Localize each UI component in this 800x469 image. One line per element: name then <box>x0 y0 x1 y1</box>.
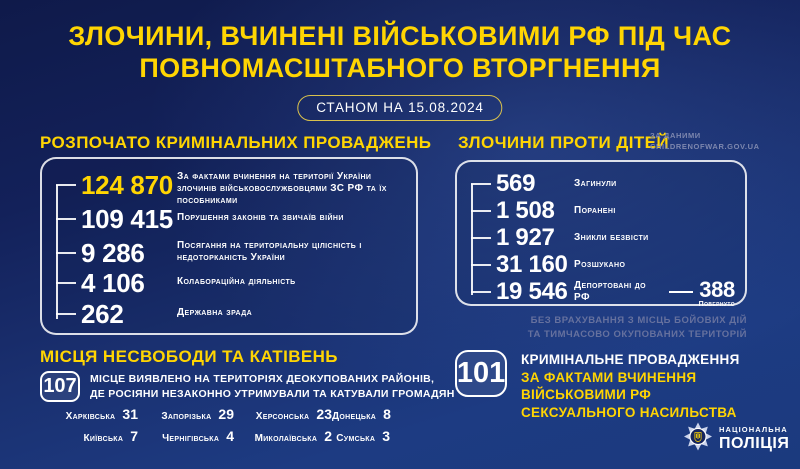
stat-label: Розшукано <box>574 259 626 270</box>
bracket-tick <box>471 291 491 293</box>
bracket-tick <box>56 252 76 254</box>
bracket-tick <box>471 237 491 239</box>
region-name: Херсонська <box>255 411 310 422</box>
stat-value: 9 286 <box>81 238 145 268</box>
region-name: Київська <box>83 433 124 444</box>
connector-dash <box>669 291 693 293</box>
bracket-tick <box>56 313 76 315</box>
region-name: Миколаївська <box>254 433 318 444</box>
region-name: Запорізька <box>161 411 212 422</box>
region-value: 23 <box>316 406 332 422</box>
crimes-against-children-box <box>455 160 747 306</box>
data-source-note <box>650 130 760 153</box>
stat-value: 262 <box>81 299 124 329</box>
detention-description-line2: ДЕ РОСІЯНИ НЕЗАКОННО УТРИМУВАЛИ ТА КАТУВАЛИ ГРОМАДЯН <box>90 388 455 401</box>
region-name: Харківська <box>65 411 116 422</box>
detention-count-badge: 107 <box>40 371 80 402</box>
page-title <box>0 20 800 85</box>
region-value: 3 <box>382 428 390 444</box>
sexual-violence-line3: ВІЙСЬКОВИМИ РФ <box>521 387 652 403</box>
stat-label: Посягання на територіальну цілісність і недоторканість України <box>177 240 362 263</box>
crimes-against-children-heading: ЗЛОЧИНИ ПРОТИ ДІТЕЙ <box>458 133 670 152</box>
bracket-tick <box>471 183 491 185</box>
detention-places-heading: МІСЦЯ НЕСВОБОДИ ТА КАТІВЕНЬ <box>40 347 338 366</box>
children-footnote <box>528 314 747 342</box>
data-source-line2: CHILDRENOFWAR.GOV.UA <box>650 142 760 152</box>
sexual-violence-line4: СЕКСУАЛЬНОГО НАСИЛЬСТВА <box>521 404 737 420</box>
stat-value: 1 927 <box>496 224 555 251</box>
stat-row <box>457 198 735 225</box>
stat-value: 1 508 <box>496 197 555 224</box>
sexual-violence-count-badge: 101 <box>455 350 507 397</box>
returned-block <box>699 279 735 308</box>
bracket-tick <box>56 184 76 186</box>
region-value: 4 <box>226 428 234 444</box>
bracket-tick <box>56 218 76 220</box>
stat-label: Державна зрада <box>177 307 253 318</box>
region-value: 29 <box>218 406 234 422</box>
criminal-proceedings-box <box>40 157 418 335</box>
bracket-tick <box>471 264 491 266</box>
criminal-proceedings-heading: РОЗПОЧАТО КРИМІНАЛЬНИХ ПРОВАДЖЕНЬ <box>40 133 432 152</box>
stat-row <box>42 171 402 205</box>
date-badge: СТАНОМ НА 15.08.2024 <box>297 95 502 121</box>
stat-row <box>42 269 402 300</box>
bracket-tick <box>56 282 76 284</box>
police-logo-text <box>719 425 789 452</box>
bracket-tick <box>471 210 491 212</box>
stat-label: Поранені <box>574 205 616 216</box>
region-item <box>40 428 138 447</box>
stat-value: 569 <box>496 170 536 197</box>
page-title-line2: ПОВНОМАСШТАБНОГО ВТОРГНЕННЯ <box>139 53 661 84</box>
national-police-logo <box>684 421 789 457</box>
children-footnote-line1: БЕЗ ВРАХУВАННЯ З МІСЦЬ БОЙОВИХ ДІЙ <box>530 315 747 326</box>
region-item <box>234 406 332 425</box>
stat-label: Зникли безвісти <box>574 232 649 243</box>
region-name: Чернігівська <box>162 433 220 444</box>
region-item <box>40 406 138 425</box>
children-footnote-line2: ТА ТИМЧАСОВО ОКУПОВАНИХ ТЕРИТОРІЙ <box>527 328 747 340</box>
stat-value: 19 546 <box>496 278 568 305</box>
region-item <box>234 428 332 447</box>
region-value: 7 <box>130 428 138 444</box>
region-value: 2 <box>324 428 332 444</box>
detention-description-line1: МІСЦЕ ВИЯВЛЕНО НА ТЕРИТОРІЯХ ДЕОКУПОВАНИХ РАЙОНІВ, <box>90 373 435 385</box>
sexual-violence-line2: ЗА ФАКТАМИ ВЧИНЕННЯ <box>521 369 697 385</box>
stat-row <box>457 171 735 198</box>
region-item <box>138 406 234 425</box>
region-item <box>138 428 234 447</box>
stat-label: Депортовані до РФ <box>574 280 646 303</box>
regions-grid <box>40 406 391 447</box>
page-title-line1: ЗЛОЧИНИ, ВЧИНЕНІ ВІЙСЬКОВИМИ РФ ПІД ЧАС <box>68 21 732 51</box>
region-value: 31 <box>122 406 138 422</box>
sexual-violence-text <box>521 350 740 421</box>
region-value: 8 <box>383 406 391 422</box>
stat-label: За фактами вчинення на території України злочинів військовослужбовцями ЗС РФ та їх пособниками <box>177 171 387 206</box>
region-item <box>332 428 390 447</box>
bracket-line <box>56 185 58 319</box>
detention-description <box>90 371 455 402</box>
sexual-violence-line1: КРИМІНАЛЬНЕ ПРОВАДЖЕННЯ <box>521 352 740 367</box>
police-star-icon <box>684 421 712 457</box>
region-item <box>332 406 390 425</box>
stat-label: Порушення законів та звичаїв війни <box>177 212 344 223</box>
returned-value: 388 <box>699 277 735 302</box>
stat-value: 31 160 <box>496 251 568 278</box>
stat-row <box>42 239 402 269</box>
bracket-line <box>471 184 473 295</box>
stat-row <box>457 279 735 306</box>
stat-row <box>42 300 402 334</box>
returned-label: Повернуто <box>698 301 735 308</box>
stat-value: 4 106 <box>81 268 145 298</box>
stat-row <box>42 205 402 239</box>
police-logo-line1: НАЦІОНАЛЬНА <box>719 425 788 435</box>
stat-row <box>457 225 735 252</box>
sexual-violence-block <box>455 350 740 421</box>
stat-label: Колабораційна діяльність <box>177 276 296 287</box>
stat-value: 124 870 <box>81 170 173 200</box>
detention-places-summary <box>40 371 455 402</box>
stat-label: Загинули <box>574 178 617 189</box>
region-name: Донецька <box>332 411 377 422</box>
data-source-line1: ЗА ДАНИМИ <box>650 131 701 140</box>
stat-value: 109 415 <box>81 204 173 234</box>
police-logo-line2: ПОЛІЦІЯ <box>719 435 790 453</box>
region-name: Сумська <box>336 433 376 444</box>
stat-row <box>457 252 735 279</box>
